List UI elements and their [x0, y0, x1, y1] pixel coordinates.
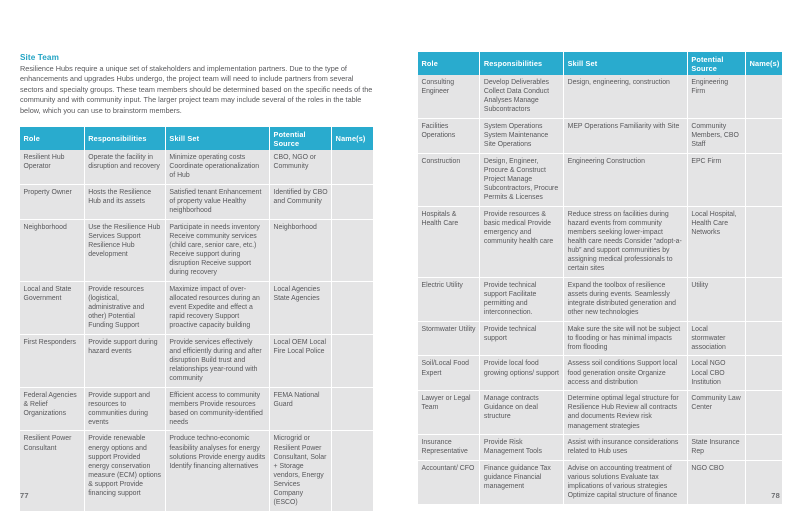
cell-responsibilities: Provide renewable energy options and support Provided energy conservation measure (ECM) options & support Provide financing support: [84, 431, 165, 511]
column-header-names: Name(s): [746, 52, 782, 75]
cell-role: Property Owner: [20, 184, 84, 219]
column-header-potential-source: Potential Source: [270, 127, 332, 150]
cell-names[interactable]: [746, 153, 782, 206]
cell-responsibilities: Design, Engineer, Procure & Construct Project Manage Subcontractors, Procure Permits & Licenses: [480, 153, 564, 206]
cell-responsibilities: Provide resources (logistical, administrative and other) Potential Funding Support: [84, 281, 165, 334]
cell-potential-source: NGO CBO: [687, 460, 745, 503]
cell-names[interactable]: [332, 387, 373, 431]
cell-skill-set: Maximize impact of over-allocated resources during an event Expedite and effect a rapid recovery Support proactive capacity building: [165, 281, 269, 334]
cell-names[interactable]: [332, 431, 373, 511]
table-row: [418, 153, 782, 206]
cell-skill-set: Assess soil conditions Support local food generation onsite Organize access and distribution: [564, 356, 688, 391]
page-number-right: 78: [771, 491, 780, 500]
table-row: [20, 150, 373, 184]
table-row: [20, 431, 373, 511]
cell-skill-set: Provide services effectively and efficiently during and after disruption Build trust and relationships year-round with community: [165, 334, 269, 387]
cell-skill-set: Assist with insurance considerations related to Hub uses: [564, 435, 688, 461]
site-team-table-right: [418, 52, 782, 504]
cell-role: First Responders: [20, 334, 84, 387]
column-header-names: Name(s): [332, 127, 373, 150]
table-row: [418, 75, 782, 118]
cell-responsibilities: Provide technical support Facilitate permitting and interconnection.: [480, 277, 564, 321]
cell-role: Construction: [418, 153, 480, 206]
cell-role: Insurance Representative: [418, 435, 480, 461]
table-row: [418, 118, 782, 153]
cell-potential-source: EPC Firm: [687, 153, 745, 206]
cell-skill-set: Reduce stress on facilities during hazard events from community members seeking lower-impact health care needs Consider “adopt-a-hub” and support communities by assigning medical professionals to certain sites: [564, 206, 688, 277]
cell-names[interactable]: [332, 281, 373, 334]
cell-responsibilities: Develop Deliverables Collect Data Conduct Analyses Manage Subcontractors: [480, 75, 564, 118]
cell-responsibilities: Use the Resilience Hub Services Support Resilience Hub development: [84, 219, 165, 281]
cell-role: Resilient Power Consultant: [20, 431, 84, 511]
cell-responsibilities: Provide Risk Management Tools: [480, 435, 564, 461]
table-header-row: [20, 127, 373, 150]
cell-skill-set: MEP Operations Familiarity with Site: [564, 118, 688, 153]
cell-potential-source: Neighborhood: [270, 219, 332, 281]
cell-role: Federal Agencies & Relief Organizations: [20, 387, 84, 431]
cell-role: Resilient Hub Operator: [20, 150, 84, 184]
cell-role: Lawyer or Legal Team: [418, 391, 480, 435]
cell-names[interactable]: [746, 435, 782, 461]
cell-potential-source: Identified by CBO and Community: [270, 184, 332, 219]
cell-responsibilities: Manage contracts Guidance on deal structure: [480, 391, 564, 435]
column-header-role: Role: [418, 52, 480, 75]
cell-potential-source: Local Hospital, Health Care Networks: [687, 206, 745, 277]
cell-responsibilities: Provide local food growing options/ support: [480, 356, 564, 391]
cell-names[interactable]: [332, 184, 373, 219]
cell-role: Consulting Engineer: [418, 75, 480, 118]
cell-responsibilities: Hosts the Resilience Hub and its assets: [84, 184, 165, 219]
table-header-row: [418, 52, 782, 75]
column-header-responsibilities: Responsibilities: [84, 127, 165, 150]
cell-potential-source: Community Law Center: [687, 391, 745, 435]
cell-skill-set: Make sure the site will not be subject to flooding or has minimal impacts from flooding: [564, 321, 688, 356]
cell-names[interactable]: [746, 356, 782, 391]
table-body-left: [20, 150, 373, 511]
cell-potential-source: CBO, NGO or Community: [270, 150, 332, 184]
cell-skill-set: Participate in needs inventory Receive community services (child care, senior care, etc.) Receive support during disruption Receive support during recovery: [165, 219, 269, 281]
table-row: [418, 460, 782, 503]
cell-responsibilities: Provide technical support: [480, 321, 564, 356]
cell-names[interactable]: [332, 150, 373, 184]
column-header-potential-source: Potential Source: [687, 52, 745, 75]
intro-paragraph: Resilience Hubs require a unique set of stakeholders and implementation partners. Due to the type of enhancements and upgrades Hubs undergo, the project team will need to include partners from several sectors and specialty groups. These team members should be determined based on the specific needs of the community and with community input. The larger project team may include several of the roles in the table below, which you can use to brainstorm members.: [20, 64, 373, 115]
column-header-role: Role: [20, 127, 84, 150]
table-body-right: [418, 75, 782, 504]
page-title: Site Team: [20, 53, 59, 62]
column-header-skill-set: Skill Set: [165, 127, 269, 150]
cell-role: Accountant/ CFO: [418, 460, 480, 503]
cell-names[interactable]: [746, 206, 782, 277]
cell-potential-source: Local stormwater association: [687, 321, 745, 356]
cell-potential-source: Local OEM Local Fire Local Police: [270, 334, 332, 387]
cell-role: Hospitals & Health Care: [418, 206, 480, 277]
cell-potential-source: State Insurance Rep: [687, 435, 745, 461]
cell-skill-set: Minimize operating costs Coordinate operationalization of Hub: [165, 150, 269, 184]
cell-role: Local and State Government: [20, 281, 84, 334]
table-row: [418, 435, 782, 461]
cell-skill-set: Produce techno-economic feasibility analyses for energy solutions Provide energy audits Identify financing alternatives: [165, 431, 269, 511]
table-row: [20, 219, 373, 281]
cell-role: Electric Utility: [418, 277, 480, 321]
cell-role: Facilities Operations: [418, 118, 480, 153]
site-team-table-left: [20, 127, 373, 511]
table-row: [418, 356, 782, 391]
table-row: [20, 281, 373, 334]
page-right: [400, 0, 800, 518]
cell-potential-source: Utility: [687, 277, 745, 321]
table-row: [20, 387, 373, 431]
table-row: [418, 321, 782, 356]
cell-role: Stormwater Utility: [418, 321, 480, 356]
cell-skill-set: Satisfied tenant Enhancement of property value Healthy neighborhood: [165, 184, 269, 219]
table-row: [418, 206, 782, 277]
cell-potential-source: FEMA National Guard: [270, 387, 332, 431]
cell-names[interactable]: [332, 219, 373, 281]
cell-names[interactable]: [746, 118, 782, 153]
cell-responsibilities: Operate the facility in disruption and recovery: [84, 150, 165, 184]
table-row: [20, 184, 373, 219]
cell-potential-source: Microgrid or Resilient Power Consultant, Solar + Storage vendors, Energy Services Company (ESCO): [270, 431, 332, 511]
cell-names[interactable]: [746, 75, 782, 118]
table-row: [20, 334, 373, 387]
cell-potential-source: Local Agencies State Agencies: [270, 281, 332, 334]
cell-skill-set: Advise on accounting treatment of various solutions Evaluate tax implications of various strategies Optimize capital structure of finance: [564, 460, 688, 503]
cell-skill-set: Design, engineering, construction: [564, 75, 688, 118]
cell-skill-set: Expand the toolbox of resilience assets during events. Seamlessly integrate distributed generation and other new technologies: [564, 277, 688, 321]
cell-responsibilities: Finance guidance Tax guidance Financial management: [480, 460, 564, 503]
cell-potential-source: Engineering Firm: [687, 75, 745, 118]
cell-skill-set: Engineering Construction: [564, 153, 688, 206]
cell-names[interactable]: [332, 334, 373, 387]
table-row: [418, 391, 782, 435]
cell-names[interactable]: [746, 321, 782, 356]
table-row: [418, 277, 782, 321]
cell-skill-set: Efficient access to community members Provide resources based on community-identified needs: [165, 387, 269, 431]
page-number-left: 77: [20, 491, 29, 500]
column-header-responsibilities: Responsibilities: [480, 52, 564, 75]
column-header-skill-set: Skill Set: [564, 52, 688, 75]
cell-names[interactable]: [746, 277, 782, 321]
cell-responsibilities: System Operations System Maintenance Site Operations: [480, 118, 564, 153]
cell-responsibilities: Provide support during hazard events: [84, 334, 165, 387]
cell-names[interactable]: [746, 391, 782, 435]
cell-potential-source: Local NGO Local CBO Institution: [687, 356, 745, 391]
cell-skill-set: Determine optimal legal structure for Resilience Hub Review all contracts and documents Review risk management strategies: [564, 391, 688, 435]
cell-role: Neighborhood: [20, 219, 84, 281]
cell-responsibilities: Provide support and resources to communities during events: [84, 387, 165, 431]
cell-role: Soil/Local Food Expert: [418, 356, 480, 391]
cell-potential-source: Community Members, CBO Staff: [687, 118, 745, 153]
cell-responsibilities: Provide resources & basic medical Provide emergency and community health care: [480, 206, 564, 277]
